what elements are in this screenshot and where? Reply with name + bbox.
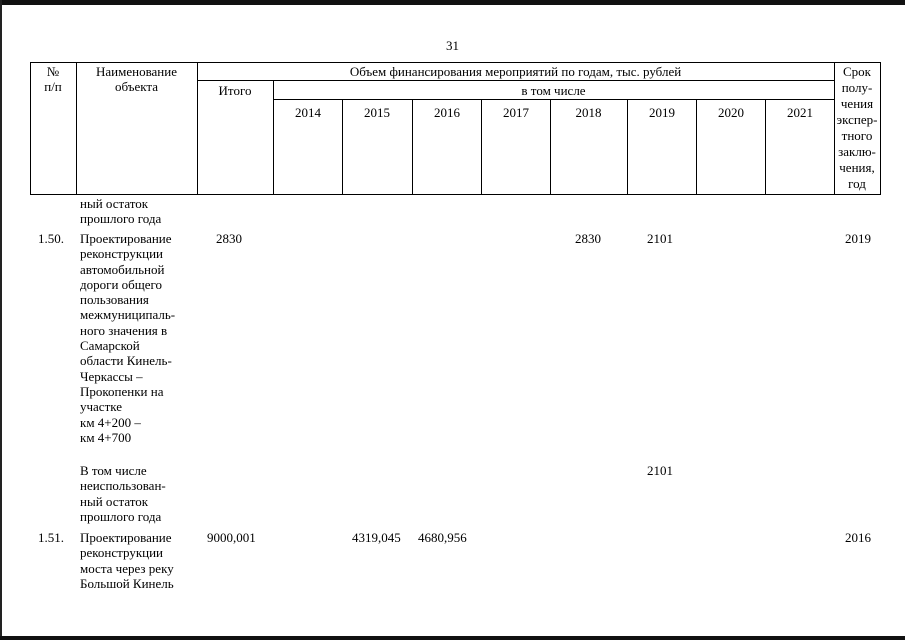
- row-deadline: 2019: [845, 231, 871, 246]
- header-total: Итого: [218, 83, 252, 98]
- year-2021: 2021: [787, 105, 813, 120]
- row-deadline: 2016: [845, 530, 871, 545]
- header-no: № п/п: [44, 64, 62, 94]
- row-name: Проектирование реконструкции моста через реку Большой Кинель: [80, 530, 174, 591]
- row-2018: 2830: [575, 231, 601, 246]
- scan-left-border: [0, 0, 2, 640]
- scan-top-border: [0, 0, 905, 5]
- year-2020: 2020: [718, 105, 744, 120]
- header-including: в том числе: [521, 83, 586, 98]
- header-name: Наименование объекта: [96, 64, 177, 94]
- row-sub-2019: 2101: [647, 463, 673, 478]
- carry-over-text: ный остаток прошлого года: [80, 196, 162, 227]
- year-2015: 2015: [364, 105, 390, 120]
- year-2014: 2014: [295, 105, 321, 120]
- row-name: Проектирование реконструкции автомобильной дороги общего пользования межмуниципаль- ного значения в Самарской области Кинель- Черкассы – Прокопенки на участке км 4+200 – км 4+700: [80, 231, 176, 445]
- row-2019: 2101: [647, 231, 673, 246]
- scan-bottom-border: [0, 636, 905, 640]
- row-2016: 4680,956: [418, 530, 467, 545]
- row-number: 1.51.: [38, 530, 64, 545]
- row-total: 2830: [216, 231, 242, 246]
- row-total: 9000,001: [207, 530, 256, 545]
- header-financing: Объем финансирования мероприятий по годам, тыс. рублей: [349, 64, 682, 79]
- page-number: 31: [446, 38, 459, 53]
- row-number: 1.50.: [38, 231, 64, 246]
- row-sub-name: В том числе неиспользован- ный остаток прошлого года: [80, 463, 166, 524]
- year-2018: 2018: [575, 105, 602, 120]
- row-2015: 4319,045: [352, 530, 401, 545]
- year-2016: 2016: [434, 105, 460, 120]
- header-deadline: Срок полу- чения экспер- тного заклю- чения, год: [836, 64, 878, 191]
- year-2017: 2017: [503, 105, 529, 120]
- year-2019: 2019: [649, 105, 675, 120]
